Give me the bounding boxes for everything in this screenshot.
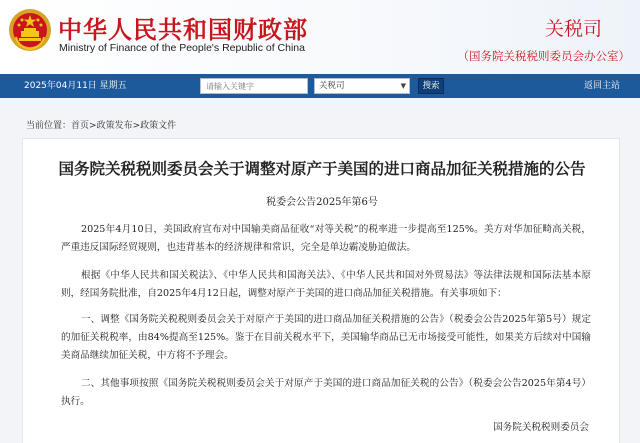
breadcrumb-separator: >: [132, 121, 141, 131]
breadcrumb-policy-release[interactable]: 政策发布: [96, 121, 133, 131]
document-number: 税委会公告2025年第6号: [266, 197, 378, 208]
ministry-title-cn: 中华人民共和国财政部: [58, 15, 308, 44]
department-office: （国务院关税税则委员会办公室）: [457, 49, 630, 63]
site-header: [0, 0, 640, 74]
chevron-down-icon: ▼: [400, 82, 406, 90]
article-paragraph: 二、其他事项按照《国务院关税税则委员会关于对原产于美国的进口商品加征关税的公告》（税委会公告2025年第4号）执行。: [61, 378, 591, 407]
ministry-title-en: Ministry of Finance of the People's Republic of China: [59, 42, 305, 54]
article-card: [22, 138, 620, 443]
search-input[interactable]: [200, 78, 308, 94]
breadcrumb-prefix: 当前位置：: [26, 121, 72, 131]
current-date: 2025年04月11日 星期五: [24, 81, 127, 91]
top-navbar: [0, 74, 640, 98]
national-emblem-icon: [8, 7, 52, 53]
department-select-value: 关税司: [319, 81, 345, 91]
return-home-link[interactable]: 返回主站: [583, 81, 620, 91]
breadcrumb-policy-documents[interactable]: 政策文件: [140, 121, 177, 131]
breadcrumb-separator: >: [89, 121, 97, 131]
department-name: 关税司: [544, 18, 602, 40]
article-paragraph: 根据《中华人民共和国关税法》、《中华人民共和国海关法》、《中华人民共和国对外贸易法》等法律法规和国际法基本原则，经国务院批准，自2025年4月12日起，调整对原产于美国的进口商品加征关税措施。有关事项如下：: [61, 270, 591, 299]
department-select[interactable]: [314, 78, 410, 94]
search-button[interactable]: 搜索: [418, 78, 444, 94]
breadcrumb-home[interactable]: 首页: [71, 121, 90, 131]
article-paragraph: 一、调整《国务院关税税则委员会关于对原产于美国的进口商品加征关税措施的公告》（税委会公告2025年第5号）规定的加征关税税率，由84%提高至125%。鉴于在目前关税水平下，美国输华商品已无市场接受可能性，如果美方后续对中国输美商品继续加征关税，中方将不予理会。: [61, 314, 591, 361]
article-paragraph: 2025年4月10日，美国政府宣布对中国输美商品征收“对等关税”的税率进一步提高至125%。美方对华加征畸高关税，严重违反国际经贸规则，也违背基本的经济规律和常识，完全是单边霸凌胁迫做法。: [61, 224, 591, 253]
article-title: 国务院关税税则委员会关于调整对原产于美国的进口商品加征关税措施的公告: [58, 159, 586, 178]
breadcrumb: [26, 118, 176, 131]
article-signature: 国务院关税税则委员会: [493, 422, 589, 433]
